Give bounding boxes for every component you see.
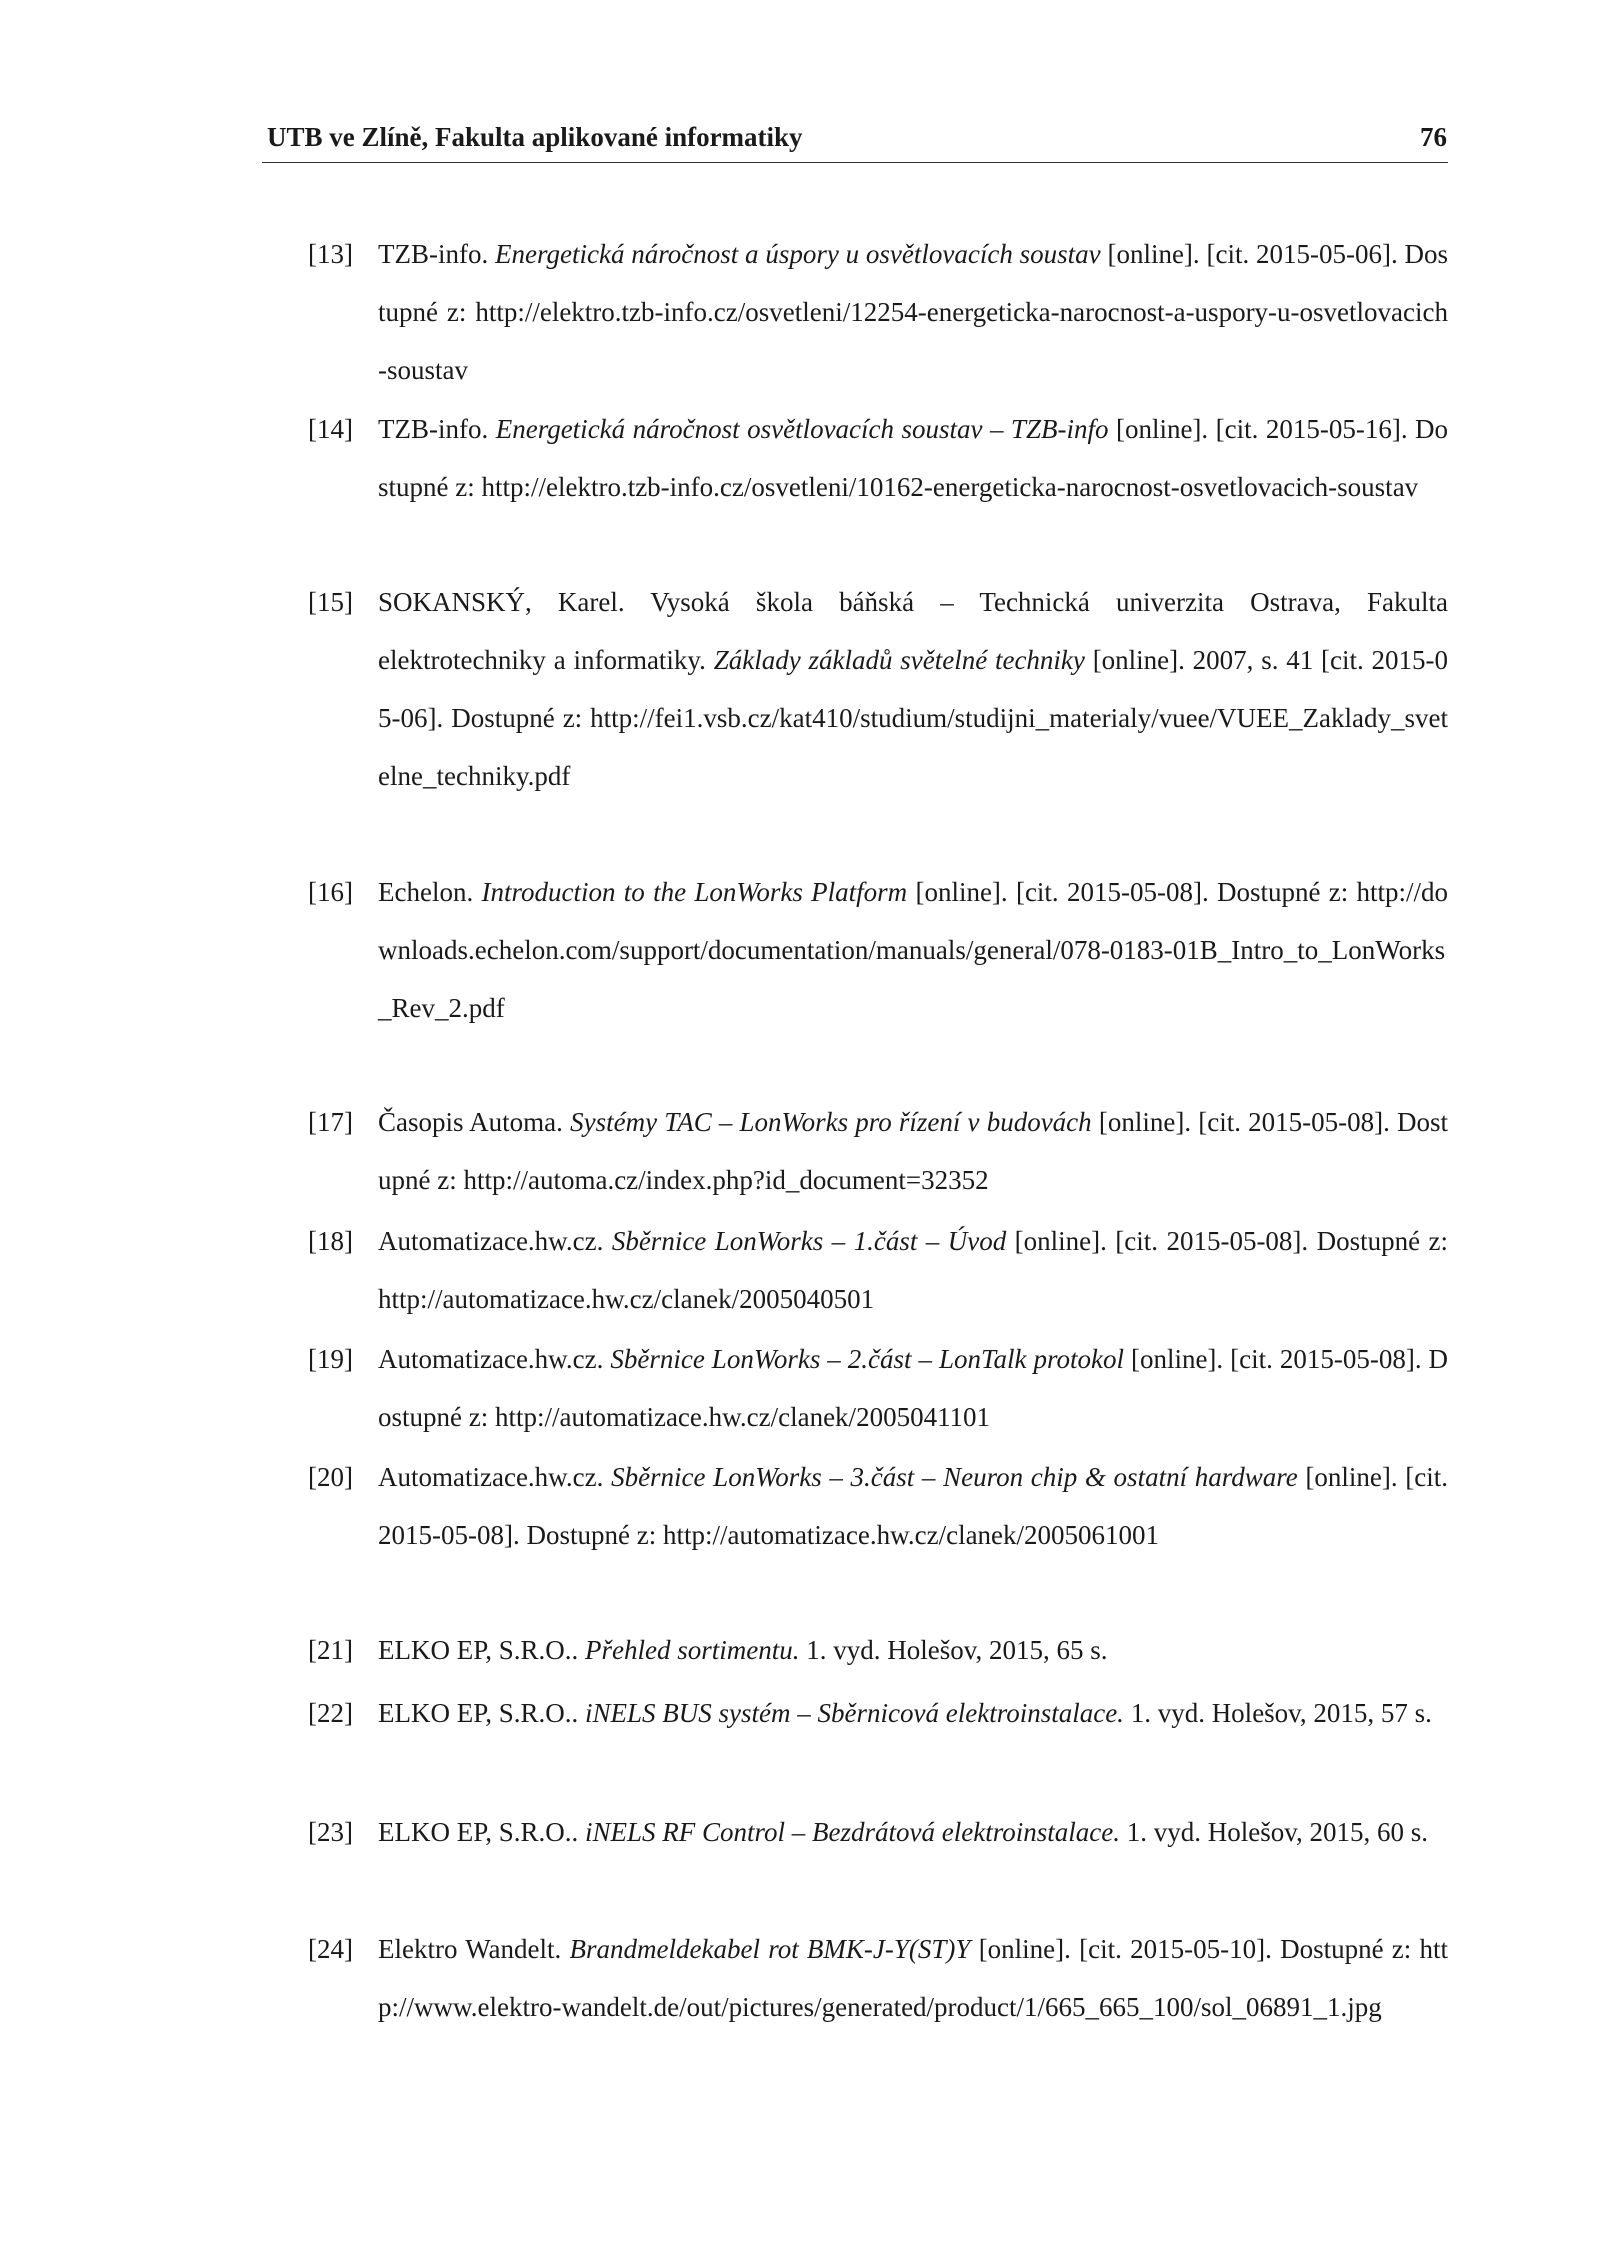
reference-title: Introduction to the LonWorks Platform [481,877,908,907]
reference-title: Sběrnice LonWorks – 3.část – Neuron chip & ostatní hardware [611,1462,1298,1492]
reference-details: [online]. [cit. 2015-05-06]. Dostupné z: http://elektro.tzb-info.cz/osvetleni/12254-energeticka-narocnost-a-uspory-u-osvetlovacich-soustav [378,239,1449,385]
reference-author: TZB-info. [378,414,489,444]
reference-author: Automatizace.hw.cz. [378,1462,604,1492]
reference-text [378,573,1448,805]
page-header [267,122,1447,162]
reference-number: [22] [308,1698,353,1728]
reference-text [378,863,1448,1037]
reference-number: [16] [308,877,353,907]
reference-title: Energetická náročnost a úspory u osvětlovacích soustav [495,239,1101,269]
header-title: UTB ve Zlíně, Fakulta aplikované informatiky [267,122,803,152]
reference-text [378,1448,1448,1564]
reference-details: 1. vyd. Holešov, 2015, 60 s. [1126,1817,1428,1847]
reference-details: [online]. [cit. 2015-05-10]. Dostupné z: http://www.elektro-wandelt.de/out/pictures/generated/product/1/665_665_100/sol_06891_1.jpg [378,1934,1449,2022]
reference-details: [online]. [cit. 2015-05-16]. Dostupné z: http://elektro.tzb-info.cz/osvetleni/10162-energeticka-narocnost-osvetlovacich-soustav [378,414,1449,502]
reference-author: TZB-info. [378,239,489,269]
reference-details: 1. vyd. Holešov, 2015, 65 s. [806,1635,1108,1665]
reference-title: iNELS RF Control – Bezdrátová elektroinstalace. [585,1817,1120,1847]
reference-text [378,1803,1448,1861]
reference-title: Brandmeldekabel rot BMK-J-Y(ST)Y [569,1934,971,1964]
reference-details: [online]. [cit. 2015-05-08]. Dostupné z: http://automatizace.hw.cz/clanek/2005061001 [378,1462,1449,1550]
reference-title: Sběrnice LonWorks – 2.část – LonTalk protokol [610,1344,1124,1374]
reference-number: [23] [308,1817,353,1847]
reference-text [378,1684,1448,1742]
header-divider [262,162,1448,163]
reference-details: [online]. [cit. 2015-05-08]. Dostupné z: http://automatizace.hw.cz/clanek/2005041101 [378,1344,1449,1432]
reference-number: [18] [308,1226,353,1256]
reference-number: [15] [308,587,353,617]
reference-number: [14] [308,414,353,444]
reference-title: Systémy TAC – LonWorks pro řízení v budovách [570,1107,1092,1137]
reference-number: [13] [308,239,353,269]
reference-title: Přehled sortimentu. [585,1635,800,1665]
reference-number: [20] [308,1462,353,1492]
reference-number: [19] [308,1344,353,1374]
reference-author: Automatizace.hw.cz. [378,1226,604,1256]
reference-details: [online]. [cit. 2015-05-08]. Dostupné z: http://downloads.echelon.com/support/documentation/manuals/general/078-0183-01B_Intro_to_LonWorks_Rev_2.pdf [378,877,1449,1023]
reference-number: [17] [308,1107,353,1137]
reference-text [378,225,1448,399]
reference-author: Automatizace.hw.cz. [378,1344,604,1374]
reference-text [378,1920,1448,2036]
reference-details: 1. vyd. Holešov, 2015, 57 s. [1130,1698,1432,1728]
reference-author: Elektro Wandelt. [378,1934,562,1964]
reference-author: Časopis Automa. [378,1107,563,1137]
reference-author: ELKO EP, S.R.O.. [378,1698,579,1728]
reference-text [378,400,1448,516]
reference-text [378,1212,1448,1328]
reference-number: [24] [308,1934,353,1964]
reference-title: Základy základů světelné techniky [713,645,1085,675]
reference-title: Sběrnice LonWorks – 1.část – Úvod [611,1226,1007,1256]
reference-number: [21] [308,1635,353,1665]
reference-details: [online]. [cit. 2015-05-08]. Dostupné z: http://automa.cz/index.php?id_document=32352 [378,1107,1449,1195]
reference-author: Echelon. [378,877,474,907]
reference-text [378,1093,1448,1209]
reference-author: ELKO EP, S.R.O.. [378,1817,579,1847]
reference-author: SOKANSKÝ, Karel. Vysoká škola báňská – Technická univerzita Ostrava, Fakulta elektrotechniky a informatiky. [378,587,1448,675]
reference-author: ELKO EP, S.R.O.. [378,1635,579,1665]
reference-text [378,1330,1448,1446]
reference-text [378,1621,1448,1679]
reference-details: [online]. 2007, s. 41 [cit. 2015-05-06]. Dostupné z: http://fei1.vsb.cz/kat410/studium/studijni_materialy/vuee/VUEE_Zaklady_svetelne_techniky.pdf [378,645,1449,791]
page-number: 76 [1420,122,1447,152]
reference-details: [online]. [cit. 2015-05-08]. Dostupné z: http://automatizace.hw.cz/clanek/2005040501 [378,1226,1449,1314]
reference-title: Energetická náročnost osvětlovacích soustav – TZB-info [495,414,1109,444]
reference-title: iNELS BUS systém – Sběrnicová elektroinstalace. [585,1698,1124,1728]
